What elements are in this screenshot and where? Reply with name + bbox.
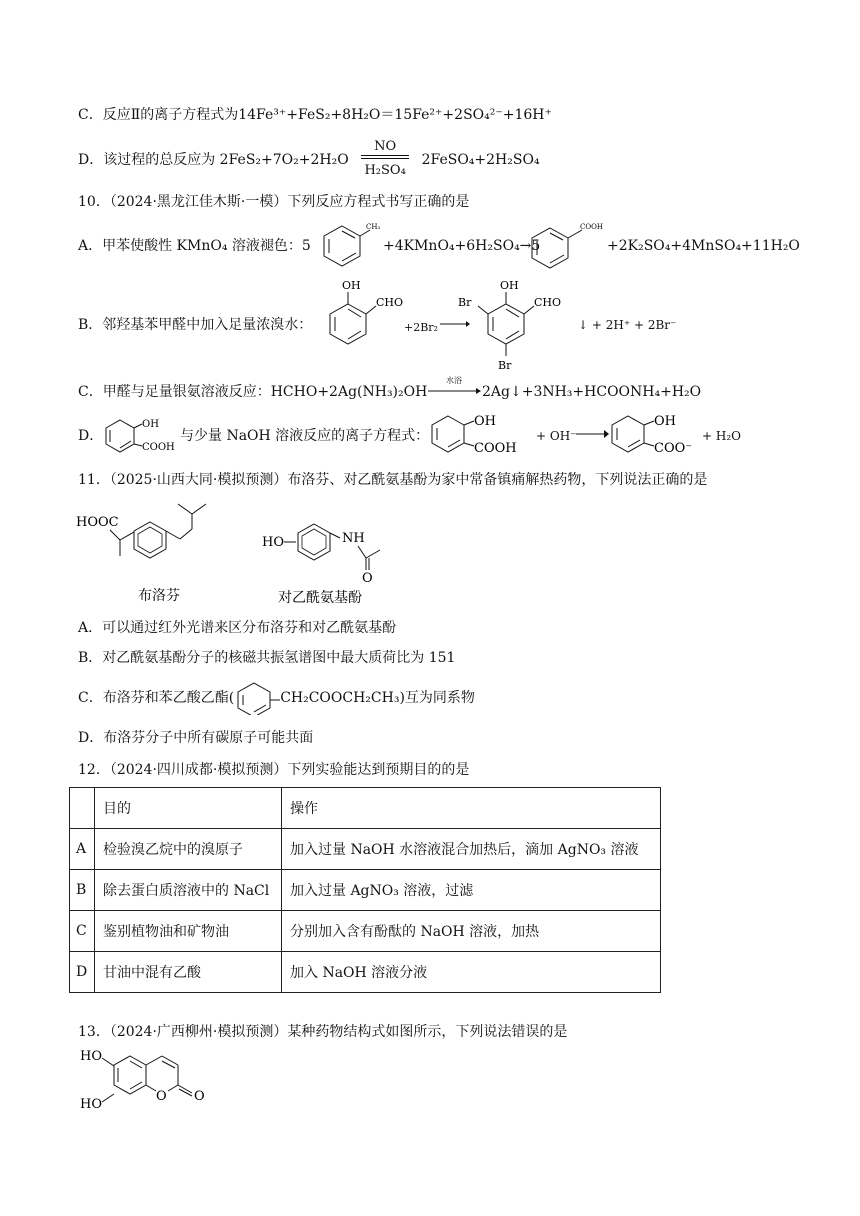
product-br-left: Br: [458, 296, 472, 309]
q9-option-d-reactants: D．该过程的总反应为 2FeS₂+7O₂+2H₂O: [78, 152, 349, 168]
table-header-cell: [70, 788, 95, 829]
q9-option-d-products: 2FeSO₄+2H₂SO₄: [421, 152, 540, 168]
toluene-ch3: CH₃: [366, 223, 380, 231]
q11-acetaminophen-structure: [262, 500, 422, 610]
q10-option-d-middle: 与少量 NaOH 溶液反应的离子方程式：: [180, 428, 430, 444]
q9-condition-arrow: [357, 139, 413, 178]
q13-esculetin-structure: [78, 1044, 228, 1116]
q9-condition-top: NO: [374, 139, 397, 154]
q10-option-d-label: D．: [78, 428, 104, 444]
table-cell-purpose: 除去蛋白质溶液中的 NaCl: [95, 870, 282, 911]
q10-b-reagent: +2Br₂: [404, 321, 438, 334]
q13-keto-o: O: [194, 1089, 205, 1104]
q10-c-arrow: [428, 386, 482, 396]
table-row: [70, 911, 661, 952]
q11-ibuprofen-structure: [76, 498, 256, 608]
q11-stem: 11．（2025·山西大同·模拟预测）布洛芬、对乙酰氨基酚为家中常备镇痛解热药物，下列说法正确的是: [78, 472, 708, 488]
table-cell-key: A: [70, 829, 95, 870]
q13-ring-o: O: [156, 1089, 167, 1104]
q10-option-a-middle: +4KMnO₄+6H₂SO₄→5: [383, 238, 541, 254]
q11-ethyl-phenylacetate-ring: [234, 681, 280, 715]
q10-option-c-label: C．甲醛与足量银氨溶液反应：HCHO+2Ag(NH₃)₂OH: [78, 384, 428, 400]
q10-d-product-structure: [606, 412, 706, 458]
table-cell-purpose: 鉴别植物油和矿物油: [95, 911, 282, 952]
table-cell-key: C: [70, 911, 95, 952]
q11-option-d: D．布洛芬分子中所有碳原子可能共面: [78, 730, 314, 746]
table-cell-operation: 分别加入含有酚酞的 NaOH 溶液，加热: [282, 911, 661, 952]
q9-option-d: [78, 139, 540, 178]
q10-option-c-products: 2Ag↓+3NH₃+HCOONH₄+H₂O: [482, 384, 702, 400]
q9-condition-bottom: H₂SO₄: [364, 163, 406, 178]
table-cell-purpose: 甘油中混有乙酸: [95, 952, 282, 993]
q10-d-reactant-structure: [426, 412, 538, 458]
q13-stem: 13．（2024·广西柳州·模拟预测）某种药物结构式如图所示，下列说法错误的是: [78, 1024, 568, 1040]
q10-benzoic-acid-structure: [528, 218, 608, 274]
ibuprofen-label: 布洛芬: [138, 588, 180, 604]
q10-option-b-products: ↓ + 2H⁺ + 2Br⁻: [578, 318, 677, 332]
q10-stem: 10．（2024·黑龙江佳木斯·一模）下列反应方程式书写正确的是: [78, 194, 470, 210]
salicyl-oh: OH: [342, 279, 361, 292]
table-cell-operation: 加入 NaOH 溶液分液: [282, 952, 661, 993]
acetaminophen-ho: HO: [262, 535, 284, 550]
q13-ho-top: HO: [80, 1049, 102, 1064]
table-cell-operation: 加入过量 AgNO₃ 溶液，过滤: [282, 870, 661, 911]
q11-option-c-pre: C．布洛芬和苯乙酸乙酯(: [78, 690, 235, 706]
q10-d-hydroxide: + OH⁻: [536, 429, 577, 443]
ibuprofen-hooc: HOOC: [76, 515, 119, 530]
q11-option-c-post: )互为同系物: [399, 690, 475, 706]
d-reactant-oh: OH: [474, 414, 496, 429]
table-cell-key: B: [70, 870, 95, 911]
acetaminophen-label: 对乙酰氨基酚: [278, 590, 362, 606]
product-oh: OH: [500, 279, 519, 292]
d-product-oh: OH: [654, 414, 676, 429]
q12-table: [69, 787, 661, 993]
q11-option-c: [78, 688, 475, 708]
table-cell-key: D: [70, 952, 95, 993]
table-header-cell: 操作: [282, 788, 661, 829]
table-header-cell: 目的: [95, 788, 282, 829]
q12-stem: 12．（2024·四川成都·模拟预测）下列实验能达到预期目的的是: [78, 762, 470, 778]
q10-option-a-products: +2K₂SO₄+4MnSO₄+11H₂O: [607, 238, 800, 254]
q11-option-c-formula: CH₂COOCH₂CH₃: [280, 690, 400, 706]
q11-option-a: A．可以通过红外光谱来区分布洛芬和对乙酰氨基酚: [78, 620, 397, 636]
d-reactant-cooh: COOH: [474, 441, 517, 456]
table-row: [70, 829, 661, 870]
q13-ho-bottom: HO: [80, 1097, 102, 1112]
q9-option-c: C．反应Ⅱ的离子方程式为14Fe³⁺+FeS₂+8H₂O＝15Fe²⁺+2SO₄²⁻+16H⁺: [78, 107, 552, 123]
acetaminophen-o: O: [362, 571, 373, 586]
q10-salicylaldehyde-structure: [318, 276, 408, 356]
q10-d-arrow: [576, 428, 610, 440]
acetaminophen-nh: NH: [342, 531, 365, 546]
q10-c-condition: 水浴: [446, 376, 462, 385]
q10-toluene-structure: [310, 218, 380, 274]
product-br-bottom: Br: [498, 359, 512, 372]
q10-tribromo-product-structure: [458, 276, 578, 376]
q10-d-salicylic-acid-small: [102, 416, 178, 456]
q10-option-b-label: B．邻羟基苯甲醛中加入足量浓溴水：: [78, 317, 313, 333]
benzoic-cooh: COOH: [580, 223, 603, 231]
table-header-row: [70, 788, 661, 829]
table-row: [70, 870, 661, 911]
salicyl-cho: CHO: [376, 296, 404, 309]
d-small-oh: OH: [142, 419, 159, 430]
table-cell-operation: 加入过量 NaOH 水溶液混合加热后，滴加 AgNO₃ 溶液: [282, 829, 661, 870]
q11-option-b: B．对乙酰氨基酚分子的核磁共振氢谱图中最大质荷比为 151: [78, 650, 456, 666]
d-product-coo: COO⁻: [654, 441, 693, 456]
product-cho: CHO: [534, 296, 562, 309]
table-cell-purpose: 检验溴乙烷中的溴原子: [95, 829, 282, 870]
table-row: [70, 952, 661, 993]
d-small-cooh: COOH: [142, 442, 175, 453]
q10-d-water: + H₂O: [702, 429, 741, 443]
q10-option-a-label: A．甲苯使酸性 KMnO₄ 溶液褪色：5: [78, 238, 311, 254]
